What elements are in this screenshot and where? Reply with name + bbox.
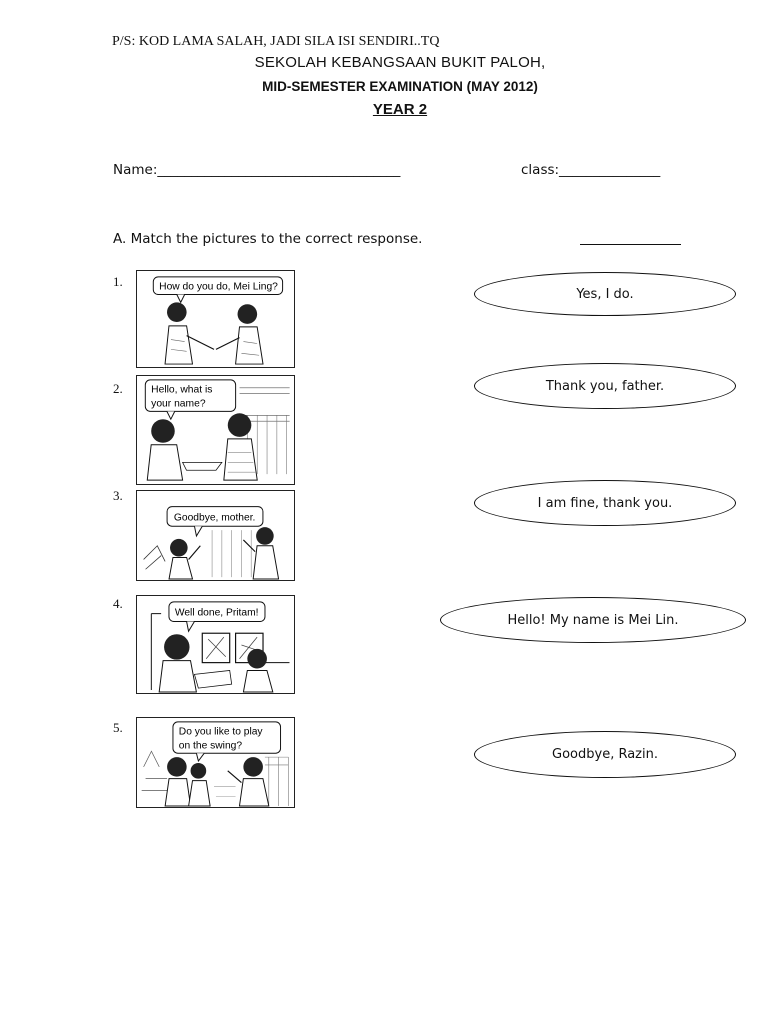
section-a-instruction: A. Match the pictures to the correct response. <box>113 231 423 247</box>
year-title: YEAR 2 <box>372 101 428 118</box>
question-number-4: 4. <box>113 596 123 611</box>
response-3[interactable]: I am fine, thank you. <box>474 480 736 526</box>
question-number-3: 3. <box>113 488 123 503</box>
picture-3-illustration <box>137 491 294 580</box>
question-number-1: 1. <box>113 274 123 289</box>
question-number-2: 2. <box>113 381 123 396</box>
picture-2 <box>136 375 295 485</box>
picture-1 <box>136 270 295 368</box>
picture-5 <box>136 717 295 808</box>
marks-line[interactable] <box>580 244 681 245</box>
response-2[interactable]: Thank you, father. <box>474 363 736 409</box>
picture-5-bubble-line1: Do you like to play <box>178 726 263 738</box>
picture-5-illustration <box>137 718 294 807</box>
name-field[interactable]: Name:____________________________________ <box>113 162 401 178</box>
school-name: SEKOLAH KEBANGSAAN BUKIT PALOH, <box>254 54 546 71</box>
response-1[interactable]: Yes, I do. <box>474 272 736 316</box>
picture-5-bubble-line2: on the swing? <box>178 740 243 752</box>
header-note: P/S: KOD LAMA SALAH, JADI SILA ISI SENDIRI..TQ <box>112 34 440 49</box>
picture-3-bubble: Goodbye, mother. <box>173 512 256 524</box>
picture-2-illustration <box>137 376 294 484</box>
picture-4-illustration <box>137 596 294 693</box>
response-4[interactable]: Hello! My name is Mei Lin. <box>440 597 746 643</box>
picture-1-bubble: How do you do, Mei Ling? <box>159 281 278 293</box>
picture-1-illustration <box>137 271 294 367</box>
response-5[interactable]: Goodbye, Razin. <box>474 731 736 778</box>
picture-2-bubble-line2: your name? <box>151 398 206 410</box>
question-number-5: 5. <box>113 720 123 735</box>
picture-4 <box>136 595 295 694</box>
exam-title: MID-SEMESTER EXAMINATION (MAY 2012) <box>262 79 538 94</box>
class-field[interactable]: class:_______________ <box>521 162 661 178</box>
picture-2-bubble-line1: Hello, what is <box>151 384 213 396</box>
picture-3 <box>136 490 295 581</box>
picture-4-bubble: Well done, Pritam! <box>174 607 259 619</box>
